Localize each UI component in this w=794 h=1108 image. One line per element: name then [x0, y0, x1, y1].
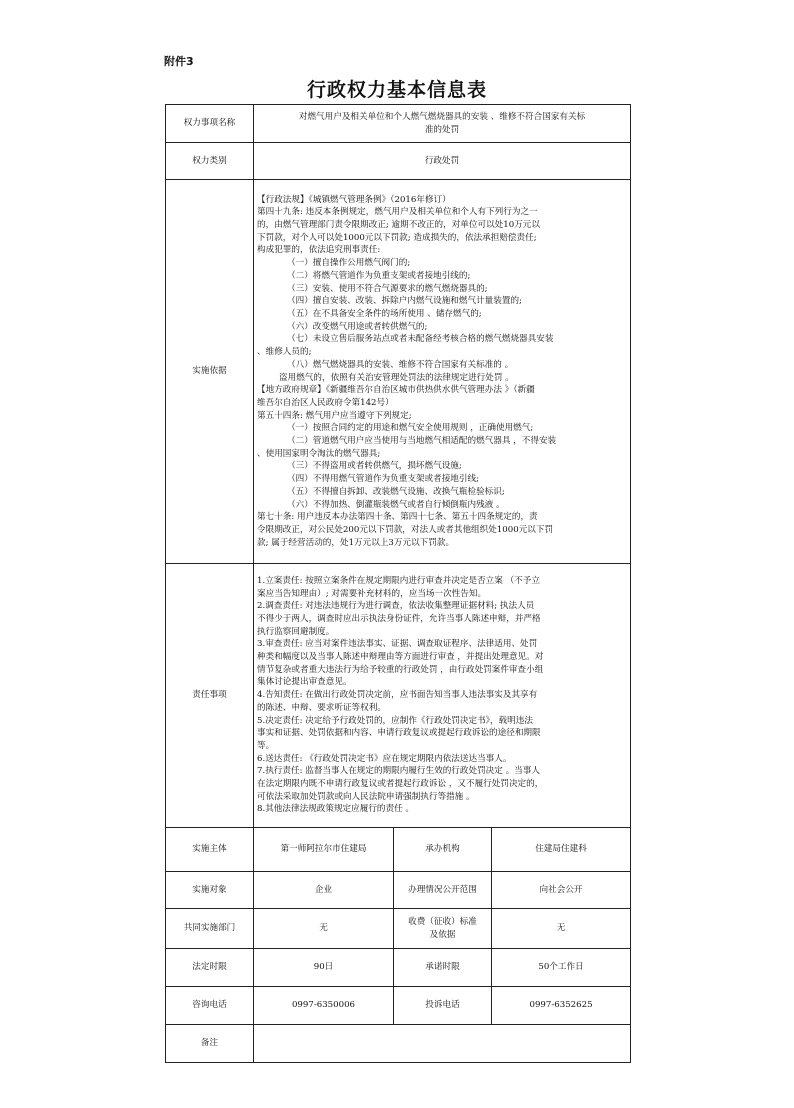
- power-name-value: [254, 105, 631, 143]
- basis-line: 的，由燃气管理部门责令限期改正; 逾期不改正的，对单位可以处10万元以: [257, 220, 540, 231]
- basis-line: 盗用燃气的，依照有关治安管理处罚法的法律规定进行处罚 。: [279, 372, 514, 383]
- consult-phone-value: 0997-6350006: [254, 987, 394, 1025]
- power-name-line-1: 对燃气用户及相关单位和个人燃气燃烧器具的安装 、维修不符合国家有关标: [298, 111, 586, 122]
- duty-line: 等。: [257, 740, 275, 751]
- promised-limit-label: 承诺时限: [394, 949, 492, 987]
- row-dept: [166, 909, 631, 949]
- row-power-type: [166, 143, 631, 180]
- basis-line: （六）不得加热、倒灌瓶装燃气或者自行倾倒瓶内残液 。: [287, 499, 505, 510]
- duty-line: 执行监察回避制度。: [257, 626, 335, 637]
- subject-label: 实施主体: [166, 828, 254, 872]
- row-target: [166, 872, 631, 909]
- row-duty: [166, 564, 631, 828]
- duty-line: 4.告知责任: 在做出行政处罚决定前，应书面告知当事人违法事实及其享有: [257, 690, 538, 701]
- fee-standard-value: 无: [492, 909, 631, 949]
- promised-limit-value: 50个工作日: [492, 949, 631, 987]
- duty-line: 的陈述、申辩、要求听证等权利。: [257, 702, 386, 713]
- legal-limit-value: 90日: [254, 949, 394, 987]
- basis-line: 令限期改正，对公民处200元以下罚款，对法人或者其他组织处1000元以下罚: [257, 524, 554, 535]
- basis-line: （二）将燃气管道作为负重支架或者接地引线的;: [287, 270, 471, 281]
- info-table: [165, 104, 631, 1063]
- duty-line: 种类和幅度以及当事人陈述申辩理由等方面进行审查 ，并提出处理意见。对: [257, 652, 544, 663]
- disclosure-scope-value: 向社会公开: [492, 872, 631, 909]
- duty-line: 情节复杂或者重大违法行为给予较重的行政处罚 ，由行政处罚案件审查小组: [257, 664, 544, 675]
- duty-line: 可依法采取加处罚款或向人民法院申请强制执行等措施 。: [257, 791, 475, 802]
- row-subject: [166, 828, 631, 872]
- basis-line: （三）安装、使用不符合气源要求的燃气燃烧器具的;: [287, 283, 488, 294]
- duty-line: 集体讨论提出审查意见。: [257, 677, 352, 688]
- complaint-phone-label: 投诉电话: [394, 987, 492, 1025]
- basis-line: 维吾尔自治区人民政府令第142号）: [257, 397, 394, 408]
- basis-line: 第四十九条: 违反本条例规定，燃气用户及相关单位和个人有下列行为之一: [257, 207, 538, 218]
- duty-label: 责任事项: [166, 564, 254, 828]
- basis-line: （五）在不具备安全条件的场所使用 、储存燃气的;: [287, 308, 482, 319]
- joint-dept-label: 共同实施部门: [166, 909, 254, 949]
- fee-standard-label: [394, 909, 492, 949]
- duty-text: [254, 564, 631, 828]
- power-name-line-2: 准的处罚: [424, 124, 460, 135]
- remark-label: 备注: [166, 1025, 254, 1063]
- target-value: 企业: [254, 872, 394, 909]
- duty-line: 3.审查责任: 应当对案件违法事实、证据、调查取证程序、法律适用、处罚: [257, 639, 538, 650]
- duty-line: 5.决定责任: 决定给予行政处罚的，应制作《行政处罚决定书》，载明违法: [257, 715, 533, 726]
- subject-value: 第一师阿拉尔市住建局: [254, 828, 394, 872]
- joint-dept-value: 无: [254, 909, 394, 949]
- basis-line: （三）不得盗用或者转供燃气，损坏燃气设施;: [287, 461, 462, 472]
- row-limit: [166, 949, 631, 987]
- target-label: 实施对象: [166, 872, 254, 909]
- duty-line: 8.其他法律法规政策规定应履行的责任 。: [257, 804, 415, 815]
- power-type-label: 权力类别: [166, 143, 254, 180]
- handling-agency-value: 住建局住建科: [492, 828, 631, 872]
- basis-line: 【行政法规】《城镇燃气管理条例》（2016年修订）: [257, 194, 451, 205]
- basis-line: （四）不得用燃气管道作为负重支架或者接地引线;: [287, 474, 479, 485]
- duty-line: 1.立案责任: 按照立案条件在规定期限内进行审查并决定是否立案 （不予立: [257, 575, 540, 586]
- consult-phone-label: 咨询电话: [166, 987, 254, 1025]
- duty-line: 6.送达责任: 《行政处罚决定书》应在规定期限内依法送达当事人。: [257, 753, 512, 764]
- basis-line: （一）按照合同约定的用途和燃气安全使用规则 ，正确使用燃气;: [287, 423, 534, 434]
- attachment-label: 附件3: [164, 55, 194, 68]
- row-remark: [166, 1025, 631, 1063]
- complaint-phone-value: 0997-6352625: [492, 987, 631, 1025]
- basis-line: 第五十四条: 燃气用户应当遵守下列规定;: [257, 410, 412, 421]
- legal-limit-label: 法定时限: [166, 949, 254, 987]
- fee-standard-label-line-2: 及依据: [429, 929, 456, 940]
- row-phone: [166, 987, 631, 1025]
- basis-line: 下罚款，对个人可以处1000元以下罚款; 造成损失的，依法承担赔偿责任;: [257, 232, 537, 243]
- basis-line: （一）擅自操作公用燃气阀门的;: [287, 258, 411, 269]
- basis-line: 、使用国家明令淘汰的燃气器具;: [257, 448, 381, 459]
- basis-line: （八）燃气燃烧器具的安装、维修不符合国家有关标准的 。: [287, 359, 514, 370]
- basis-line: （五）不得擅自拆卸、改装燃气设施、改换气瓶检验标识;: [287, 486, 505, 497]
- basis-line: （六）改变燃气用途或者转供燃气的;: [287, 321, 428, 332]
- row-power-name: [166, 105, 631, 143]
- document-title: 行政权力基本信息表: [306, 79, 487, 101]
- duty-line: 案应当告知理由）; 对需要补充材料的，应当场一次性告知。: [257, 588, 487, 599]
- power-name-label: 权力事项名称: [166, 105, 254, 143]
- disclosure-scope-label: 办理情况公开范围: [394, 872, 492, 909]
- basis-line: 、维修人员的;: [257, 347, 312, 358]
- remark-value: [254, 1025, 631, 1063]
- fee-standard-label-line-1: 收费（征收）标准: [408, 916, 477, 927]
- basis-line: 构成犯罪的，依法追究刑事责任:: [257, 245, 381, 256]
- duty-line: 2.调查责任: 对违法违规行为进行调查，依法收集整理证据材料; 执法人员: [257, 601, 535, 612]
- basis-line: 款; 属于经营活动的，处1万元以上3万元以下罚款。: [257, 537, 455, 548]
- basis-text: [254, 180, 631, 564]
- basis-line: （七）未设立售后服务站点或者未配备经考核合格的燃气燃烧器具安装: [287, 334, 554, 345]
- power-type-value: 行政处罚: [254, 143, 631, 180]
- basis-line: （四）擅自安装、改装、拆除户内燃气设施和燃气计量装置的;: [287, 296, 522, 307]
- duty-line: 7.执行责任: 监督当事人在规定的期限内履行生效的行政处罚决定 。当事人: [257, 766, 540, 777]
- duty-line: 事实和证据、处罚依据和内容、申请行政复议或提起行政诉讼的途径和期限: [257, 728, 541, 739]
- basis-line: 第七十条: 用户违反本办法第四十条、第四十七条、第五十四条规定的，责: [257, 512, 538, 523]
- basis-label: 实施依据: [166, 180, 254, 564]
- duty-line: 在法定期限内既不申请行政复议或者提起行政诉讼 ，又不履行处罚决定的，: [257, 779, 544, 790]
- basis-line: （二）管道燃气用户应当使用与当地燃气相适配的燃气器具 ，不得安装: [287, 436, 557, 447]
- basis-line: 【地方政府规章】《新疆维吾尔自治区城市供热供水供气管理办法 》（新疆: [257, 385, 535, 396]
- handling-agency-label: 承办机构: [394, 828, 492, 872]
- row-basis: [166, 180, 631, 564]
- duty-line: 不得少于两人，调查时应出示执法身份证件，允许当事人陈述申辩，并严格: [257, 613, 541, 624]
